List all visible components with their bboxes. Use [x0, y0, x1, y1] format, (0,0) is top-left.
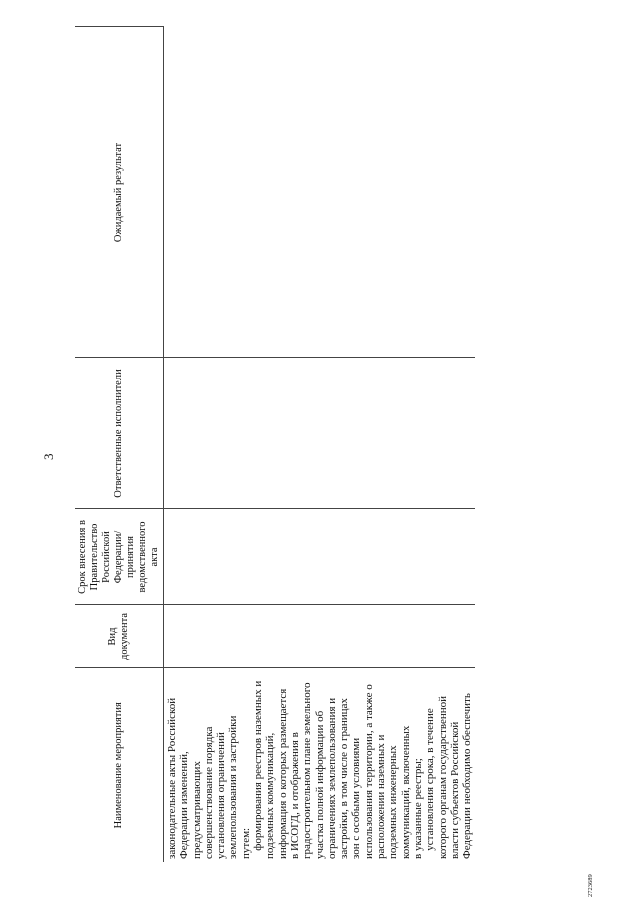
activity-name-cell: [164, 668, 476, 862]
activity-text-line: в указанные реестры;: [411, 758, 424, 859]
activity-text-line: подземных коммуникаций,: [264, 732, 277, 859]
activity-text-line: установления срока, в течение: [424, 708, 437, 859]
deadline-cell: [164, 509, 476, 605]
activity-text-line: зон с особыми условиями: [350, 737, 363, 859]
activity-text-line: ограничениях землепользования и: [325, 697, 338, 859]
activity-text: [166, 672, 473, 860]
activity-text-line: установления ограничений: [215, 732, 228, 859]
table-header-row: [75, 27, 164, 862]
activity-text-line: использования территории, а также о: [362, 684, 375, 859]
activity-text-line: информация о которых размещается: [276, 688, 289, 859]
document-code: 2723689: [587, 874, 594, 897]
expected-result-cell: [164, 27, 476, 358]
header-deadline: Срок внесения в Правительство Российской Федерации/ принятия ведомственного акта: [75, 509, 164, 605]
activity-text-line: застройки, в том числе о границах: [338, 698, 351, 859]
table-row: [164, 27, 476, 862]
activity-text-line: землепользования и застройки: [227, 715, 240, 859]
activity-text-line: градостроительном плане земельного: [301, 682, 314, 859]
activity-text-line: предусматривающих: [190, 761, 203, 859]
activity-text-line: в ИСОГД, и отображения в: [288, 732, 301, 859]
activity-table: [75, 27, 475, 863]
activity-text-line: Федерации изменений,: [178, 751, 191, 859]
activity-text-line: Федерации необходимо обеспечить: [461, 693, 474, 859]
activity-text-line: власти субъектов Российской: [448, 721, 461, 859]
activity-text-line: подземных инженерных: [387, 745, 400, 859]
header-executors: Ответственные исполнители: [75, 358, 164, 509]
activity-text-line: совершенствование порядка: [202, 726, 215, 859]
activity-text-line: путем:: [239, 827, 252, 859]
activity-text-line: участка полной информации об: [313, 710, 326, 859]
activity-text-line: законодательные акты Российской: [166, 697, 178, 859]
executors-cell: [164, 358, 476, 509]
activity-text-line: коммуникаций, включенных: [399, 725, 412, 859]
document-type-cell: [164, 605, 476, 668]
page-number: 3: [41, 453, 56, 460]
header-document-type: Вид документа: [75, 605, 164, 668]
header-activity-name: Наименование мероприятия: [75, 668, 164, 862]
activity-text-line: формирования реестров наземных и: [252, 680, 265, 859]
activity-text-line: которого органам государственной: [436, 695, 449, 859]
header-expected-result: Ожидаемый результат: [75, 27, 164, 358]
activity-text-line: расположении наземных и: [375, 734, 388, 859]
